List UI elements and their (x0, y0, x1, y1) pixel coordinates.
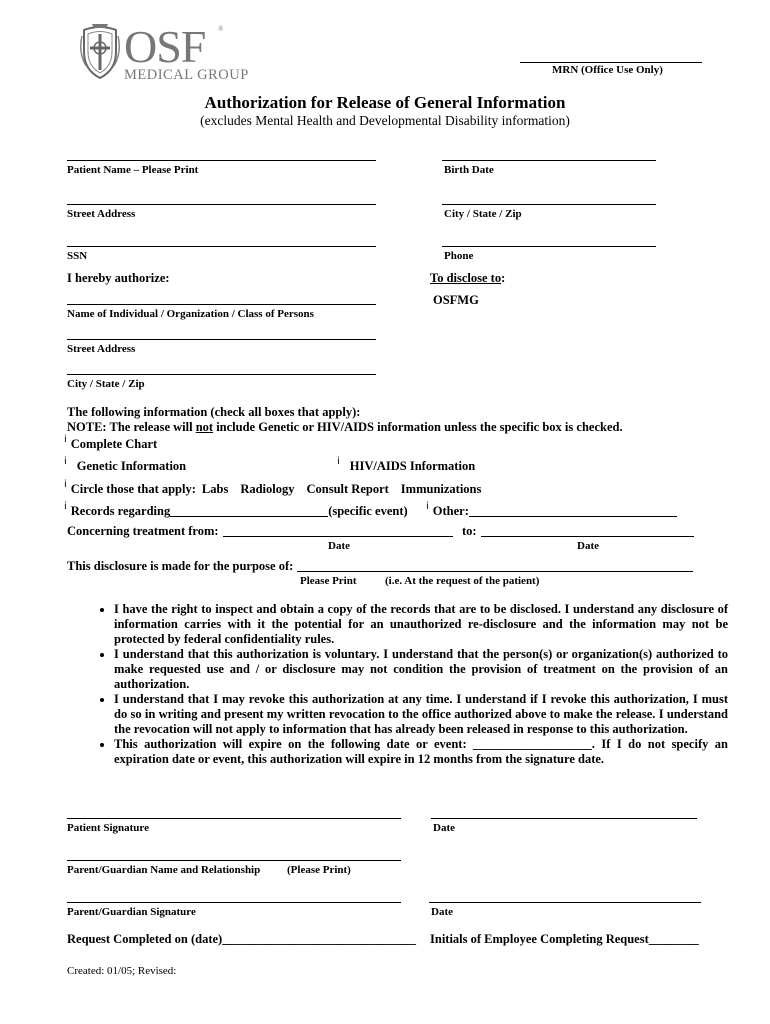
treatment-to (462, 524, 694, 539)
purpose-row (67, 559, 693, 574)
mrn-label: MRN (Office Use Only) (552, 64, 663, 76)
note-post: include Genetic or HIV/AIDS information unless the specific box is checked. (213, 420, 623, 434)
recipient-name-line[interactable] (67, 304, 376, 305)
circle-option-consult[interactable]: Consult Report (306, 482, 389, 496)
rights-item: • I understand that this authorization is voluntary. I understand that the person(s) or organization(s) authorized to make requested use and / or disclosure may not condition the provision of treatment on the provision of an authorization. (114, 647, 728, 692)
complete-chart-option[interactable] (64, 434, 157, 452)
request-note: (i.e. At the request of the patient) (385, 575, 540, 587)
ssn-label: SSN (67, 250, 88, 262)
circle-option-immunizations[interactable]: Immunizations (400, 482, 482, 496)
specific-event-label: (specific event) (328, 504, 408, 518)
genetic-option[interactable] (64, 456, 186, 474)
street-address-line[interactable] (67, 204, 376, 205)
rights-item: • I have the right to inspect and obtain a copy of the records that are to be disclosed. I understand any disclosure of information carries with it the potential for an unauthorized re-disclosure and the information may not be protected by federal confidentiality rules. (114, 602, 728, 647)
expiration-item (114, 737, 728, 767)
checkbox-icon[interactable]: ⅰ (426, 501, 429, 512)
records-regarding-label: Records regarding (70, 504, 171, 518)
page-subtitle: (excludes Mental Health and Developmental Disability information) (200, 113, 570, 128)
info-note (67, 420, 623, 435)
note-pre: NOTE: The release will (67, 420, 196, 434)
date-label-from: Date (328, 540, 350, 552)
checkbox-icon[interactable]: ⅰ (64, 456, 67, 467)
records-regarding-field[interactable] (170, 504, 328, 517)
guardian-signature-label: Parent/Guardian Signature (67, 906, 196, 918)
guardian-name-label: Parent/Guardian Name and Relationship (67, 864, 261, 876)
disclose-to-label: To disclose to (430, 271, 502, 285)
ssn-line[interactable] (67, 246, 376, 247)
treatment-from-field[interactable] (223, 524, 453, 537)
checkbox-icon[interactable]: ⅰ (64, 434, 67, 445)
circle-option[interactable] (64, 479, 481, 497)
guardian-date-label: Date (431, 906, 453, 918)
phone-line[interactable] (442, 246, 656, 247)
to-label: to: (462, 524, 477, 538)
recipient-street-label: Street Address (67, 343, 136, 355)
treatment-to-field[interactable] (481, 524, 694, 537)
signature-date-line[interactable] (431, 818, 697, 819)
complete-chart-label: Complete Chart (70, 437, 158, 451)
registered-mark: ® (218, 25, 224, 33)
phone-label: Phone (444, 250, 474, 262)
hiv-label: HIV/AIDS Information (349, 459, 476, 473)
other-label: Other: (432, 504, 469, 518)
city-state-zip-line[interactable] (442, 204, 656, 205)
recipient-city-label: City / State / Zip (67, 378, 145, 390)
guardian-date-line[interactable] (429, 902, 701, 903)
expire-blank[interactable]: ___________________ (473, 737, 592, 751)
logo-subtitle: MEDICAL GROUP (124, 67, 249, 83)
rights-item: • I understand that I may revoke this authorization at any time. I understand if I revoke this authorization, I must do so in writing and present my written revocation to the office authorized above to make the release. I understand the revocation will not apply to information that has already been released in response to this authorization. (114, 692, 728, 737)
note-not: not (195, 420, 214, 434)
osf-logo (78, 22, 253, 82)
initials-row (430, 932, 699, 947)
birth-date-label: Birth Date (444, 164, 494, 176)
circle-option-labs[interactable]: Labs (201, 482, 229, 496)
purpose-label: This disclosure is made for the purpose of: (67, 559, 294, 573)
checkbox-icon[interactable]: ⅰ (64, 501, 67, 512)
request-completed-label: Request Completed on (date) (67, 932, 223, 946)
signature-date-label: Date (433, 822, 455, 834)
expire-pre: This authorization will expire on the following date or event: (114, 737, 474, 751)
purpose-field[interactable] (297, 559, 693, 572)
form-footer: Created: 01/05; Revised: (67, 965, 177, 977)
circle-label: Circle those that apply: (70, 482, 196, 496)
patient-name-label: Patient Name – Please Print (67, 164, 199, 176)
other-field[interactable] (469, 504, 677, 517)
guardian-signature-line[interactable] (67, 902, 401, 903)
crest-icon (78, 22, 122, 80)
recipient-city-line[interactable] (67, 374, 376, 375)
expire-post: . If I do not specify an expiration date or event, this authorization will expire in 12 months from the signature date. (114, 737, 728, 766)
patient-signature-label: Patient Signature (67, 822, 149, 834)
request-completed-field[interactable]: _______________________________ (222, 932, 416, 946)
recipient-name-label: Name of Individual / Organization / Class of Persons (67, 308, 314, 320)
initials-label: Initials of Employee Completing Request (430, 932, 649, 946)
circle-option-radiology[interactable]: Radiology (240, 482, 295, 496)
hiv-option[interactable] (337, 456, 475, 474)
page-title: Authorization for Release of General Information (204, 93, 566, 112)
disclose-to-value: OSFMG (433, 293, 479, 307)
city-state-zip-label: City / State / Zip (444, 208, 522, 220)
initials-field[interactable]: ________ (648, 932, 699, 946)
checkbox-icon[interactable]: ⅰ (337, 456, 340, 467)
street-address-label: Street Address (67, 208, 136, 220)
concerning-treatment (67, 524, 453, 539)
please-print-label: Please Print (300, 575, 357, 587)
info-heading: The following information (check all boxes that apply): (67, 405, 361, 419)
rights-list (88, 602, 728, 767)
disclose-to-heading (430, 271, 505, 286)
records-regarding-option[interactable] (64, 501, 408, 519)
date-label-to: Date (577, 540, 599, 552)
patient-signature-line[interactable] (67, 818, 401, 819)
patient-name-line[interactable] (67, 160, 376, 161)
concerning-label: Concerning treatment from: (67, 524, 219, 538)
guardian-please-print: (Please Print) (287, 864, 351, 876)
authorize-heading: I hereby authorize: (67, 271, 170, 285)
genetic-label: Genetic Information (76, 459, 187, 473)
recipient-street-line[interactable] (67, 339, 376, 340)
guardian-name-line[interactable] (67, 860, 401, 861)
disclose-to-colon: : (501, 271, 506, 285)
mrn-line[interactable] (520, 62, 702, 63)
request-completed-row (67, 932, 416, 947)
other-option[interactable] (426, 501, 677, 519)
birth-date-line[interactable] (442, 160, 656, 161)
logo-brand: OSF (124, 21, 206, 72)
checkbox-icon[interactable]: ⅰ (64, 479, 67, 490)
